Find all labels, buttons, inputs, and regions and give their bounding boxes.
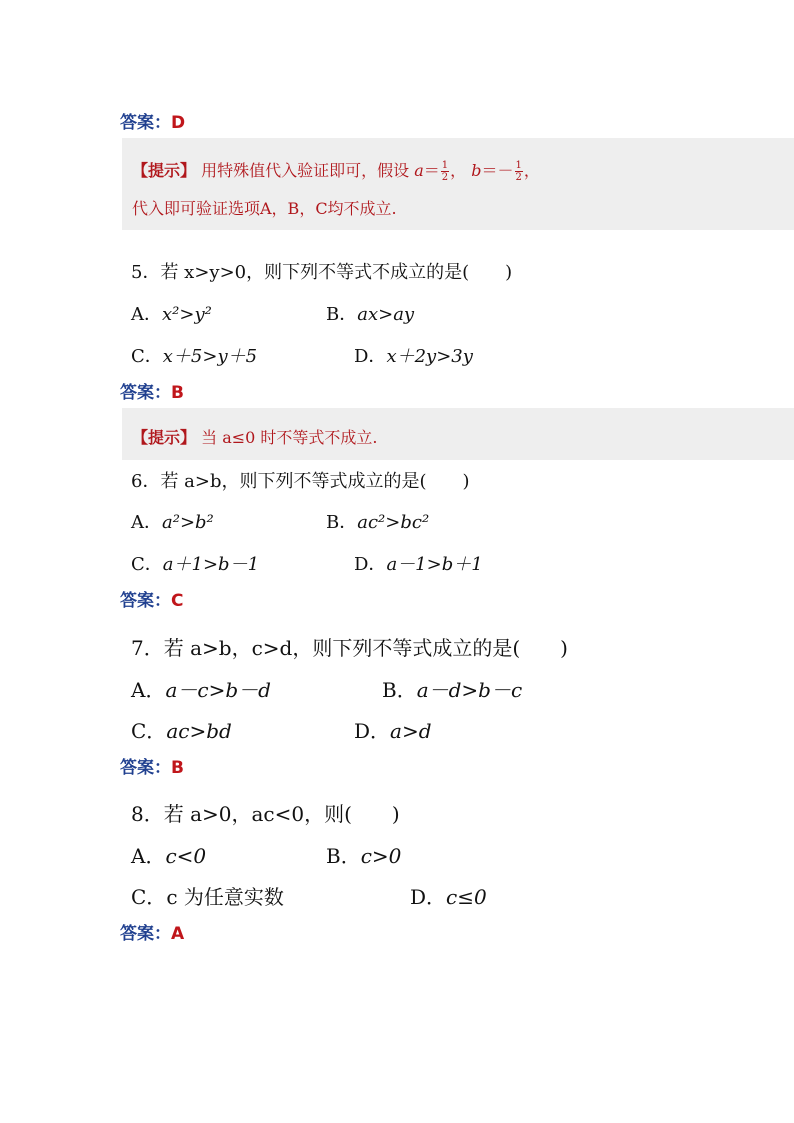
option-label: D． [354,554,387,575]
q5-option-b [326,300,414,326]
q5-option-d [354,342,473,368]
answer-label: 答案： [120,924,171,944]
option-label: C． [131,554,163,575]
frac-den: 2 [515,172,522,183]
var-a: a [414,161,424,180]
q5-option-a [131,300,212,326]
answer-value: B [171,383,184,403]
option-text: c 为任意实数 [166,885,284,909]
option-label: A． [131,512,162,533]
answer-value: B [171,758,184,778]
fraction-one-half [441,160,449,183]
answer-label: 答案： [120,113,171,133]
q7-stem: 7．若 a>b，c>d，则下列不等式成立的是( ) [131,636,568,660]
option-label: D． [354,346,387,367]
fraction-one-half [515,160,523,183]
q5-stem: 5．若 x>y>0，则下列不等式不成立的是( ) [131,262,513,283]
q7-option-d [354,715,432,744]
q7-option-c [131,715,232,744]
q7-option-b [382,674,522,703]
q8-option-c [131,881,284,910]
q6-option-a [131,508,214,534]
hint-text: 当 a≤0 时不等式不成立. [201,428,378,447]
option-label: B． [382,678,417,702]
q5-answer [120,378,184,403]
option-label: A． [131,678,166,702]
option-text: a>d [390,719,432,743]
q5-option-c [131,342,257,368]
separator: ， [523,161,540,180]
option-text: a－c>b－d [165,678,271,702]
q8-option-a [131,840,206,869]
var-b: b [471,161,482,180]
hint-tag: 【提示】 [132,161,197,180]
q4-answer [120,108,185,133]
option-text: c<0 [165,844,207,868]
option-text: c≤0 [446,885,487,909]
q4-hint-line2: 代入即可验证选项A，B，C均不成立. [132,199,397,218]
answer-value: D [171,113,186,133]
option-text: x²>y² [162,304,212,325]
q6-option-c [131,550,259,576]
answer-label: 答案： [120,591,171,611]
q8-answer [120,919,184,944]
frac-num: 1 [441,160,449,171]
separator: ， [450,161,467,180]
option-label: B． [326,844,361,868]
option-label: B． [326,304,358,325]
q4-hint-box [122,138,794,230]
answer-value: C [171,591,184,611]
q6-option-d [354,550,483,576]
option-text: ac>bd [166,719,232,743]
answer-value: A [171,924,185,944]
equals: ＝ [423,161,440,180]
q5-hint-box [122,408,794,460]
option-text: x＋2y>3y [386,346,473,367]
answer-label: 答案： [120,758,171,778]
option-text: a－d>b－c [416,678,523,702]
q8-option-b [326,840,401,869]
option-label: A． [131,304,162,325]
option-text: ax>ay [357,304,415,325]
option-label: C． [131,719,167,743]
option-text: a－1>b＋1 [386,554,483,575]
hint-text: 用特殊值代入验证即可，假设 [201,161,410,180]
option-text: c>0 [360,844,402,868]
q8-option-d [410,881,487,910]
equals-negative: ＝－ [481,161,514,180]
q6-option-b [326,508,429,534]
q5-hint-line [132,425,378,448]
frac-num: 1 [515,160,522,171]
option-text: a＋1>b－1 [162,554,260,575]
q4-hint-line1 [132,158,540,183]
option-text: a²>b² [162,512,214,533]
answer-label: 答案： [120,383,171,403]
hint-tag: 【提示】 [132,428,197,447]
option-label: C． [131,346,163,367]
q7-option-a [131,674,271,703]
option-text: x＋5>y＋5 [162,346,258,367]
q8-stem: 8．若 a>0，ac<0，则( ) [131,802,400,826]
option-label: C． [131,885,167,909]
q6-stem: 6．若 a>b，则下列不等式成立的是( ) [131,471,470,492]
option-label: A． [131,844,166,868]
q7-answer [120,753,184,778]
frac-den: 2 [441,172,449,183]
q6-answer [120,586,183,611]
option-label: B． [326,512,358,533]
option-label: D． [354,719,391,743]
option-text: ac²>bc² [357,512,430,533]
option-label: D． [410,885,447,909]
